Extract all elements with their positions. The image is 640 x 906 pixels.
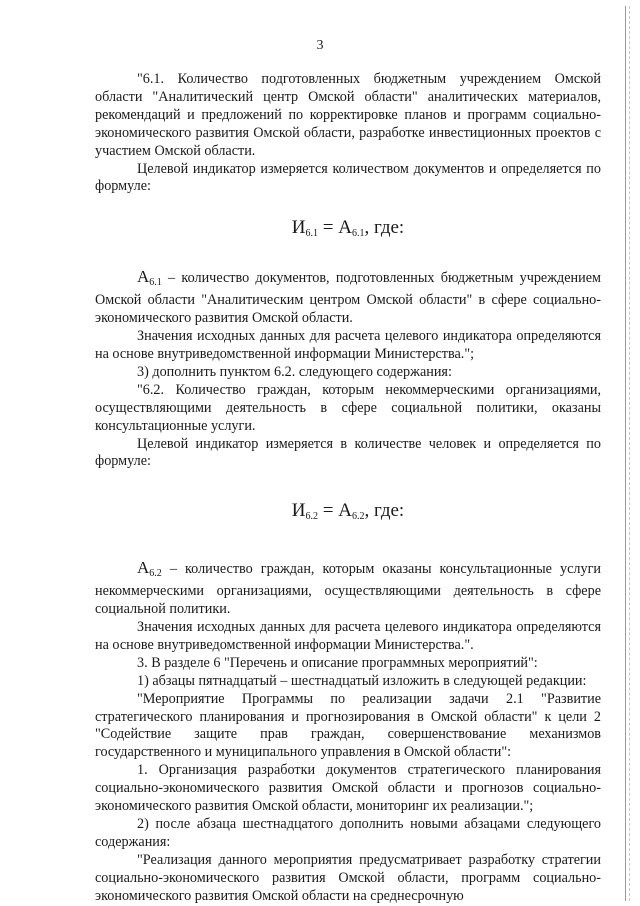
paragraph-measure: "Мероприятие Программы по реализации задачи 2.1 "Развитие стратегического планирования и прогнозирования в Омской области" к цели 2 "Содействие защите прав граждан, совершенствование механизмов государственного и муниципального управления в Омской области": [95,690,601,761]
formula-6-2 [95,501,601,527]
document-body [95,71,601,906]
definition-text: – количество документов, подготовленных бюджетным учреждением Омской области "Аналитическим центром Омской области" в сфере социально-экономического развития Омской области. [95,270,601,327]
formula-eq: = [318,500,339,522]
definition-text: – количество граждан, которым оказаны консультационные услуги некоммерческими организациями, осуществляющими деятельность в сфере социальной политики. [95,561,601,618]
paragraph-indicator-6-1: Целевой индикатор измеряется количеством документов и определяется по формуле: [95,160,601,195]
definition-a-6-1 [95,268,601,328]
paragraph-measure-item-1: 1. Организация разработки документов стратегического планирования социально-экономического развития Омской области и прогнозов социально-экономического развития Омской области, мониторинг их реализации."; [95,762,601,815]
formula-rhs: А [338,500,352,522]
page-number: 3 [316,38,324,53]
paragraph-subitem-2: 2) после абзаца шестнадцатого дополнить новыми абзацами следующего содержания: [95,816,601,850]
formula-lhs: И [291,500,306,522]
definition-symbol: $А_{6.1}$ [137,267,162,289]
formula-rhs-sub: 6.1 [351,228,365,240]
scan-edge-line [625,6,626,901]
formula-tail: , где: [364,217,405,239]
formula-6-1 [95,218,601,244]
definition-symbol: $А_{6.2}$ [137,558,162,580]
formula-tail: , где: [364,500,405,522]
paragraph-indicator-6-2: Целевой индикатор измеряется в количестве человек и определяется по формуле: [95,435,601,470]
formula-lhs-sub: 6.1 [305,228,319,240]
formula-lhs: И [291,217,306,239]
formula-lhs-sub: 6.2 [305,511,319,523]
formula-rhs-sub: 6.2 [351,511,365,523]
scan-edge-shadow [629,6,630,901]
paragraph-6-1-title: "6.1. Количество подготовленных бюджетным учреждением Омской области "Аналитический центр Омской области" аналитических материалов, рекомендаций и предложений по корректировке планов и программ социально-экономического развития Омской области, разработке инвестиционных проектов с участием Омской области. [95,71,601,159]
paragraph-item-3: 3) дополнить пунктом 6.2. следующего содержания: [137,363,452,380]
paragraph-section-6: 3. В разделе 6 "Перечень и описание программных мероприятий": [137,654,538,671]
paragraph-implementation: "Реализация данного мероприятия предусматривает разработку стратегии социально-экономического развития Омской области, программ социально-экономического развития Омской области на среднесрочную [95,851,601,904]
formula-eq: = [318,217,339,239]
paragraph-source-data-2: Значения исходных данных для расчета целевого индикатора определяются на основе внутриведомственной информации Министерства.". [95,619,601,653]
paragraph-subitem-1: 1) абзацы пятнадцатый – шестнадцатый изложить в следующей редакции: [137,672,587,689]
paragraph-6-2-title: "6.2. Количество граждан, которым некоммерческими организациями, осуществляющими деятельность в сфере социальной политики, оказаны консультационные услуги. [95,381,601,434]
definition-a-6-2 [95,559,601,619]
paragraph-source-data-1: Значения исходных данных для расчета целевого индикатора определяются на основе внутриведомственной информации Министерства."; [95,328,601,362]
formula-rhs: А [338,217,352,239]
